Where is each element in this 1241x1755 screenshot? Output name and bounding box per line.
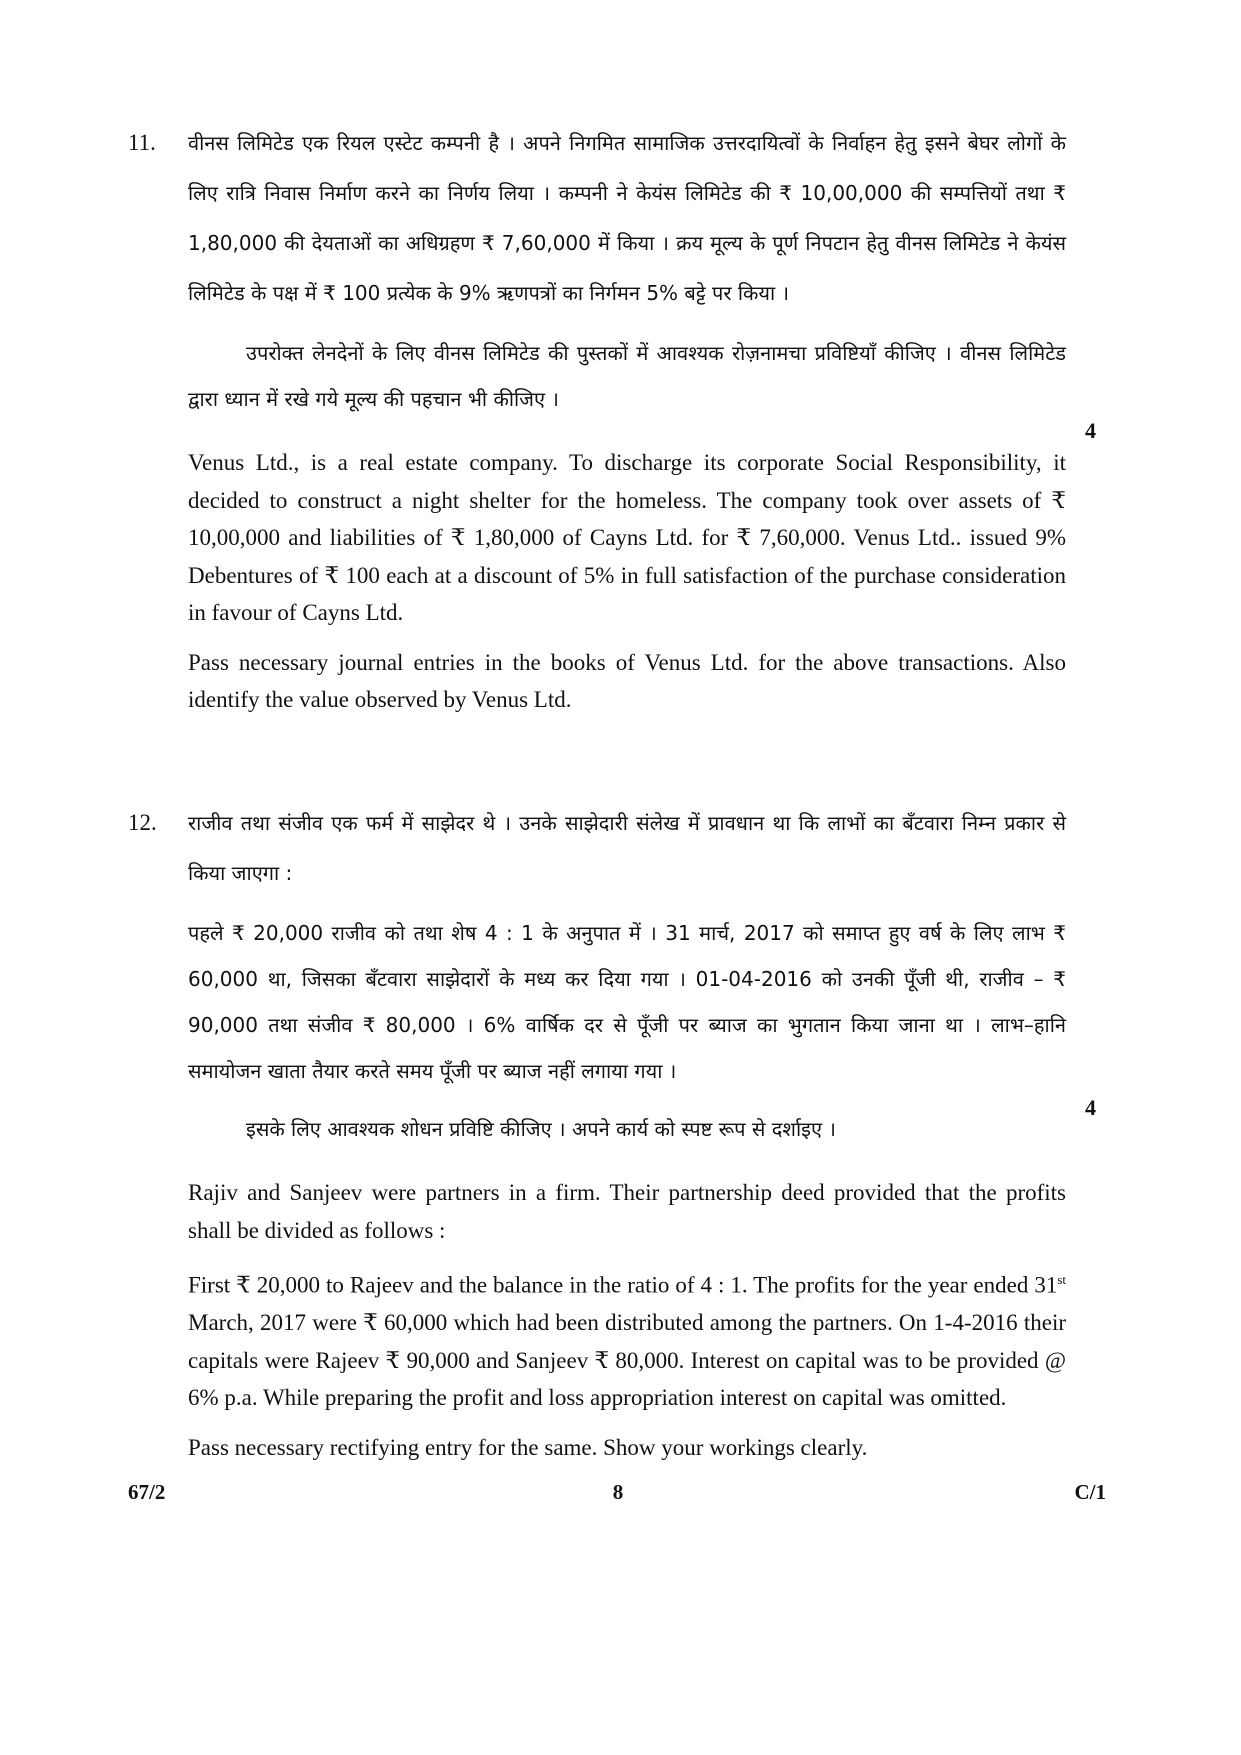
english-detail-part-1: First ₹ 20,000 to Rajeev and the balance in the ratio of 4 : 1. The profits for the year ended 31	[188, 1272, 1058, 1298]
paper-code: 67/2	[128, 1480, 166, 1504]
question-11	[128, 118, 1096, 719]
hindi-instruction-text: उपरोक्त लेनदेनों के लिए वीनस लिमिटेड की पुस्तकों में आवश्यक रोज़नामचा प्रविष्टियाँ कीजिए । वीनस लिमिटेड द्वारा ध्यान में रखे गये मूल्य की पहचान भी कीजिए ।	[188, 341, 1066, 411]
set-code: C/1	[1074, 1480, 1106, 1504]
english-question-text: Rajiv and Sanjeev were partners in a firm. Their partnership deed provided that the profits shall be divided as follows :	[188, 1180, 1066, 1243]
hindi-question-text: वीनस लिमिटेड एक रियल एस्टेट कम्पनी है । अपने निगमित सामाजिक उत्तरदायित्वों के निर्वाहन हेतु इसने बेघर लोगों के लिए रात्रि निवास निर्माण करने का निर्णय लिया । कम्पनी ने केयंस लिमिटेड की ₹ 10,00,000 की सम्पत्तियों तथा ₹ 1,80,000 की देयताओं का अधिग्रहण ₹ 7,60,000 में किया । क्रय मूल्य के पूर्ण निपटान हेतु वीनस लिमिटेड ने केयंस लिमिटेड के पक्ष में ₹ 100 प्रत्येक के 9% ऋणपत्रों का निर्गमन 5% बट्टे पर किया ।	[188, 131, 1066, 305]
question-12	[128, 798, 1096, 1466]
question-number: 11.	[128, 130, 156, 155]
english-instruction-text: Pass necessary rectifying entry for the same. Show your workings clearly.	[188, 1434, 868, 1460]
ordinal-suffix: st	[1057, 1272, 1066, 1287]
marks-label: 4	[1085, 418, 1096, 443]
hindi-detail-text: पहले ₹ 20,000 राजीव को तथा शेष 4 : 1 के अनुपात में । 31 मार्च, 2017 को समाप्त हुए वर्ष के लिए लाभ ₹ 60,000 था, जिसका बँटवारा साझेदारों के मध्य कर दिया गया । 01-04-2016 को उनकी पूँजी थी, राजीव – ₹ 90,000 तथा संजीव ₹ 80,000 । 6% वार्षिक दर से पूँजी पर ब्याज का भुगतान किया जाना था । लाभ–हानि समायोजन खाता तैयार करते समय पूँजी पर ब्याज नहीं लगाया गया ।	[188, 921, 1066, 1083]
english-detail-text	[188, 1261, 1066, 1417]
question-body	[188, 798, 1066, 1466]
question-body	[188, 118, 1066, 719]
hindi-instruction-text: इसके लिए आवश्यक शोधन प्रविष्टि कीजिए । अपने कार्य को स्पष्ट रूप से दर्शाइए ।	[246, 1117, 836, 1141]
page-number: 8	[612, 1480, 624, 1504]
english-question-text: Venus Ltd., is a real estate company. To discharge its corporate Social Responsibility, it decided to construct a night shelter for the homeless. The company took over assets of ₹ 10,00,000 and liabilities of ₹ 1,80,000 of Cayns Ltd. for ₹ 7,60,000. Venus Ltd.. issued 9% Debentures of ₹ 100 each at a discount of 5% in full satisfaction of the purchase consideration in favour of Cayns Ltd.	[188, 450, 1066, 625]
question-number: 12.	[128, 810, 157, 835]
english-detail-part-2: March, 2017 were ₹ 60,000 which had been distributed among the partners. On 1-4-2016 their capitals were Rajeev ₹ 90,000 and Sanjeev ₹ 80,000. Interest on capital was to be provided @ 6% p.a. While preparing the profit and loss appropriation interest on capital was omitted.	[188, 1310, 1066, 1411]
hindi-question-text: राजीव तथा संजीव एक फर्म में साझेदर थे । उनके साझेदारी संलेख में प्रावधान था कि लाभों का बँटवारा निम्न प्रकार से किया जाएगा :	[188, 811, 1066, 885]
english-instruction-text: Pass necessary journal entries in the books of Venus Ltd. for the above transactions. Also identify the value observed by Venus Ltd.	[188, 649, 1066, 712]
marks-label: 4	[1085, 1095, 1096, 1120]
